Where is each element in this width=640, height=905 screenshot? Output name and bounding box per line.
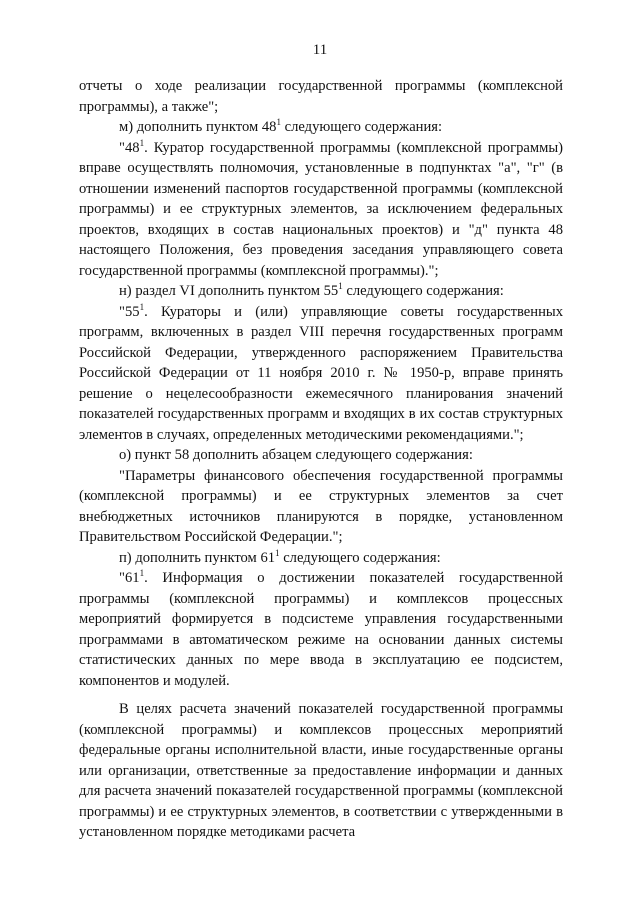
superscript: 1 xyxy=(139,137,145,148)
paragraph-p1 xyxy=(79,117,563,138)
paragraph-p9 xyxy=(79,699,563,843)
superscript: 1 xyxy=(338,281,343,291)
paragraph-p2 xyxy=(79,138,563,282)
paragraph-text: п) дополнить пунктом 61 xyxy=(119,549,276,566)
paragraph-text: . Кураторы и (или) управляющие советы государственных программ, включенных в раздел VIII перечня государственных программ Российской Федерации, утвержденного распоряжением Правительства Российской Федерации от 11 ноября 2010 г. № 1950-р, вправе принять решение о нецелесообразности ежемесячного планирования значений показателей государственных программ и входящих в их состав структурных элементов в случаях, определенных методическими рекомендациями."; xyxy=(79,303,563,443)
paragraph-p6 xyxy=(79,466,563,548)
superscript: 1 xyxy=(139,301,145,312)
page-number: 11 xyxy=(312,42,328,58)
paragraph-text: "48 xyxy=(119,139,140,156)
paragraph-text: о) пункт 58 дополнить абзацем следующего содержания: xyxy=(119,447,473,463)
paragraph-text: "55 xyxy=(119,303,140,320)
paragraph-text: следующего содержания: xyxy=(280,119,443,135)
superscript: 1 xyxy=(276,117,281,127)
superscript: 1 xyxy=(139,568,145,578)
paragraph-p0 xyxy=(79,76,563,117)
paragraph-p4 xyxy=(79,302,563,446)
paragraph-p3 xyxy=(79,281,563,302)
superscript: 1 xyxy=(275,547,280,558)
paragraph-text: "Параметры финансового обеспечения государственной программы (комплексной программы) и ее структурных элементов за счет внебюджетных источников планируются в порядке, установленном Правительством Российской Федерации."; xyxy=(79,467,563,545)
paragraph-text: . Куратор государственной программы (комплексной программы) вправе осуществлять полномочия, установленные в подпунктах "а", "г" (в отношении изменений паспортов государственной программы (комплексной программы) и ее структурных элементов, за исключением федеральных проектов, входящих в состав национальных проектов) и "д" пункта 48 настоящего Положения, без проведения заседания управляющего совета государственной программы (комплексной программы)."; xyxy=(79,139,563,279)
paragraph-text: следующего содержания: xyxy=(279,549,441,566)
paragraph-p5 xyxy=(79,445,563,466)
paragraph-p7 xyxy=(79,548,563,569)
paragraph-text: м) дополнить пунктом 48 xyxy=(119,119,277,135)
paragraph-text: н) раздел VI дополнить пунктом 55 xyxy=(119,283,339,299)
paragraph-p8 xyxy=(79,568,563,691)
paragraph-text: следующего содержания: xyxy=(342,283,504,299)
paragraph-text: В целях расчета значений показателей государственной программы (комплексной программы) и комплексов процессных мероприятий федеральные органы исполнительной власти, иные государственные органы или организации, ответственные за предоставление информации и данных для расчета значений показателей государственной программы (комплексной программы) и ее структурных элементов, в соответствии с утвержденными в установленном порядке методиками расчета xyxy=(79,701,563,840)
paragraph-text: "61 xyxy=(119,570,140,586)
paragraph-text: отчеты о ходе реализации государственной программы (комплексной программы), а также"; xyxy=(79,78,563,115)
paragraph-text: . Информация о достижении показателей государственной программы (комплексной программы) и комплексов процессных мероприятий формируется в подсистеме управления государственными программами в автоматическом режиме на основании данных системы статистических данных по мере ввода в эксплуатацию ее подсистем, компонентов и модулей. xyxy=(79,570,563,689)
document-body xyxy=(79,76,563,843)
